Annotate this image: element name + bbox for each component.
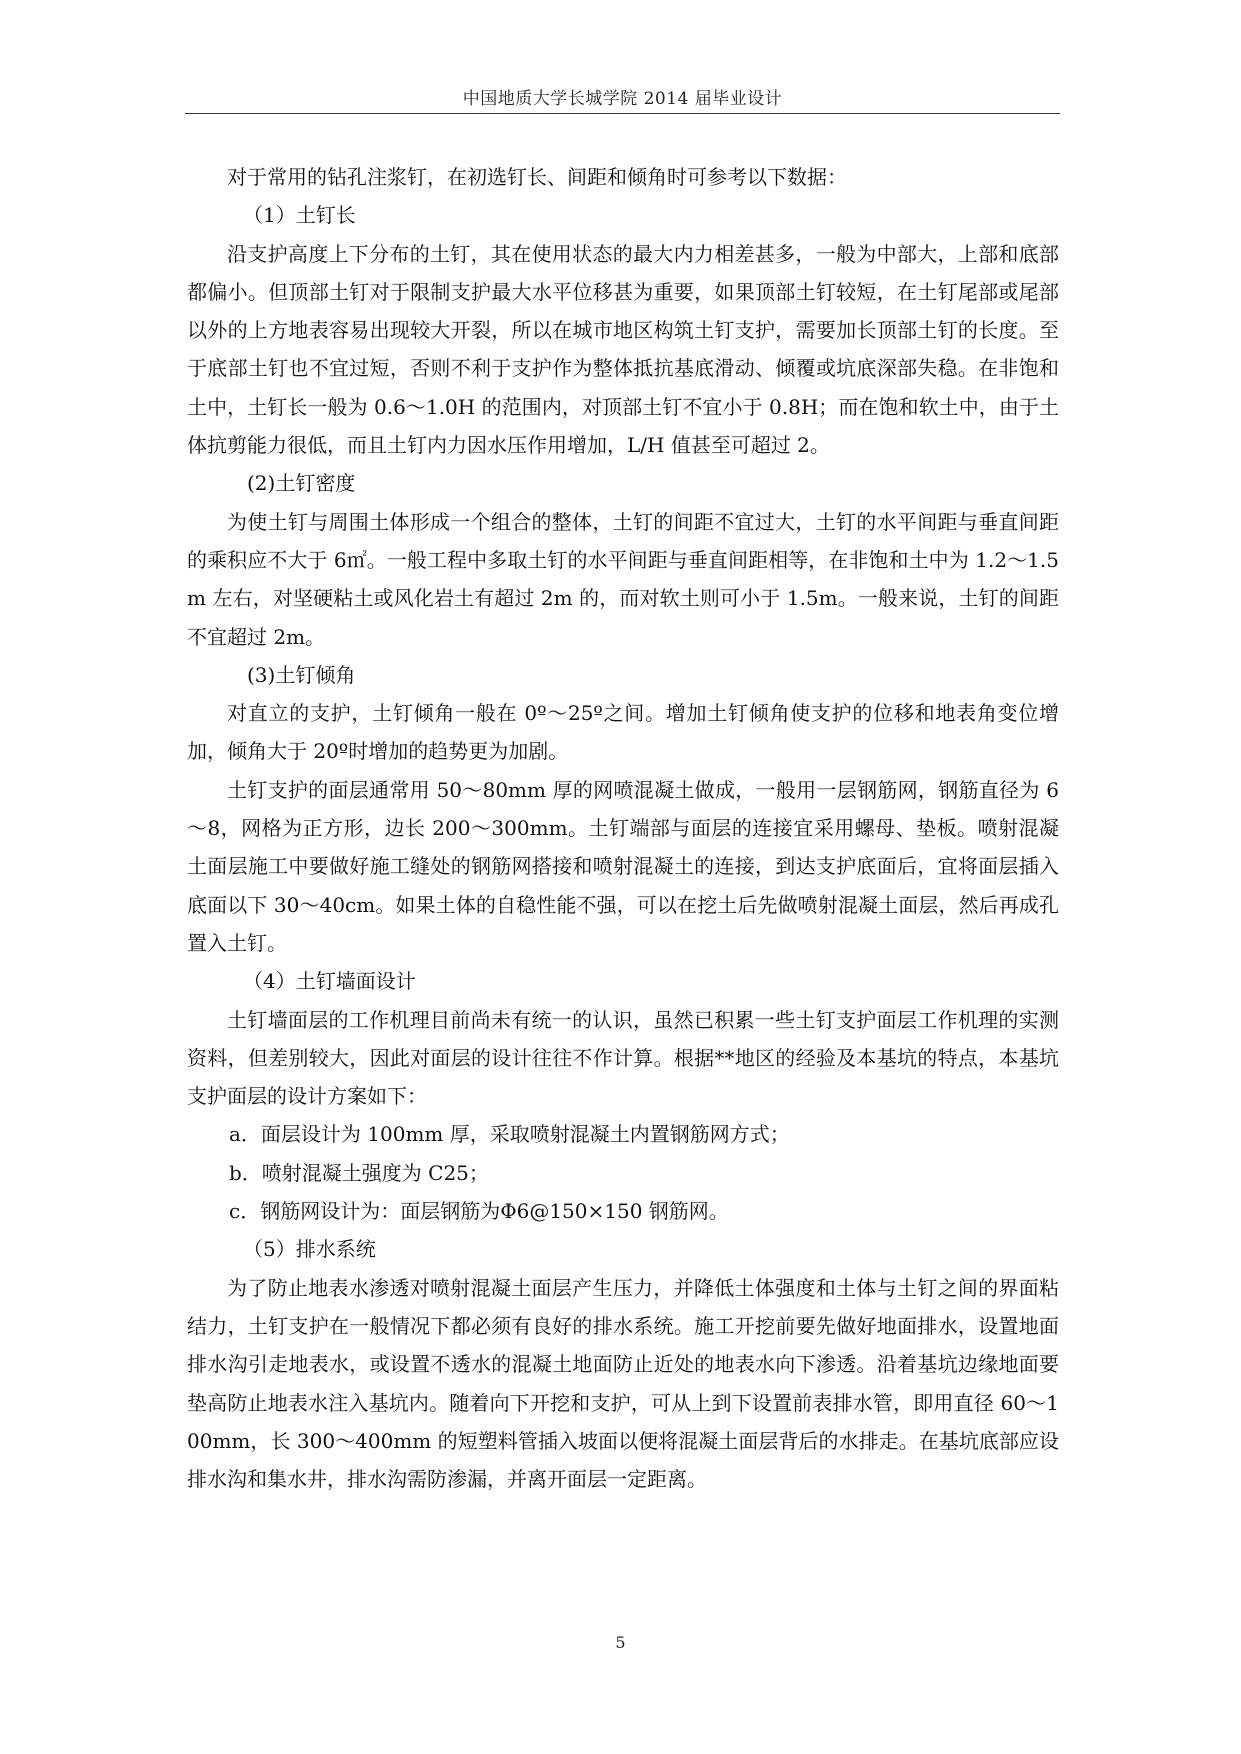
list-item-b: b．喷射混凝土强度为 C25； [229, 1160, 489, 1185]
intro-paragraph: 对于常用的钻孔注浆钉，在初选钉长、间距和倾角时可参考以下数据： [227, 165, 847, 189]
section-heading-soil-nail-inclination: (3)土钉倾角 [247, 662, 356, 687]
paragraph-wall-facing-design: 土钉墙面层的工作机理目前尚未有统一的认识，虽然已积累一些土钉支护面层工作机理的实测资料，但差别较大，因此对面层的设计往往不作计算。根据**地区的经验及本基坑的特点，本基坑支护面层的设计方案如下： [187, 1007, 1059, 1109]
paragraph-facing-layer: 土钉支护的面层通常用 50～80mm 厚的网喷混凝土做成，一般用一层钢筋网，钢筋直径为 6～8，网格为正方形，边长 200～300mm。土钉端部与面层的连接宜采用螺母、垫板。喷射混凝土面层施工中要做好施工缝处的钢筋网搭接和喷射混凝土的连接，到达支护底面后，宜将面层插入底面以下 30～40cm。如果土体的自稳性能不强，可以在挖土后先做喷射混凝土面层，然后再成孔置入土钉。 [187, 777, 1059, 955]
body-text [187, 158, 1059, 1498]
section-heading-soil-nail-density: (2)土钉密度 [247, 471, 356, 496]
list-item-a: a．面层设计为 100mm 厚，采取喷射混凝土内置钢筋网方式； [229, 1122, 790, 1147]
section-heading-drainage-system: （5）排水系统 [243, 1237, 376, 1262]
page-header: 中国地质大学长城学院 2014 届毕业设计 [462, 89, 783, 109]
section-heading-soil-nail-length: （1）土钉长 [243, 203, 356, 228]
paragraph-soil-nail-length: 沿支护高度上下分布的土钉，其在使用状态的最大内力相差甚多，一般为中部大，上部和底部都偏小。但顶部土钉对于限制支护最大水平位移甚为重要，如果顶部土钉较短，在土钉尾部或尾部以外的上方地表容易出现较大开裂，所以在城市地区构筑土钉支护，需要加长顶部土钉的长度。至于底部土钉也不宜过短，否则不利于支护作为整体抵抗基底滑动、倾覆或坑底深部失稳。在非饱和土中，土钉长一般为 0.6～1.0H 的范围内，对顶部土钉不宜小于 0.8H；而在饱和软土中，由于土体抗剪能力很低，而且土钉内力因水压作用增加，L/H 值甚至可超过 2。 [187, 241, 1059, 458]
paragraph-soil-nail-inclination: 对直立的支护，土钉倾角一般在 0º～25º之间。增加土钉倾角使支护的位移和地表角变位增加，倾角大于 20º时增加的趋势更为加剧。 [187, 701, 1059, 764]
section-heading-wall-facing-design: （4）土钉墙面设计 [243, 969, 416, 994]
paragraph-soil-nail-density: 为使土钉与周围土体形成一个组合的整体，土钉的间距不宜过大，土钉的水平间距与垂直间距的乘积应不大于 6㎡。一般工程中多取土钉的水平间距与垂直间距相等，在非饱和土中为 1.2～1.5m 左右，对坚硬粘土或风化岩土有超过 2m 的，而对软土则可小于 1.5m。一般来说，土钉的间距不宜超过 2m。 [187, 509, 1059, 649]
header-rule [185, 113, 1060, 114]
list-item-c: c．钢筋网设计为：面层钢筋为Φ6@150×150 钢筋网。 [229, 1199, 729, 1224]
paragraph-drainage-system: 为了防止地表水渗透对喷射混凝土面层产生压力，并降低土体强度和土体与土钉之间的界面粘结力，土钉支护在一般情况下都必须有良好的排水系统。施工开挖前要先做好地面排水，设置地面排水沟引走地表水，或设置不透水的混凝土地面防止近处的地表水向下渗透。沿着基坑边缘地面要垫高防止地表水注入基坑内。随着向下开挖和支护，可从上到下设置前表排水管，即用直径 60～100mm，长 300～400mm 的短塑料管插入坡面以便将混凝土面层背后的水排走。在基坑底部应设排水沟和集水井，排水沟需防渗漏，并离开面层一定距离。 [187, 1275, 1059, 1492]
page-number: 5 [615, 1633, 626, 1652]
